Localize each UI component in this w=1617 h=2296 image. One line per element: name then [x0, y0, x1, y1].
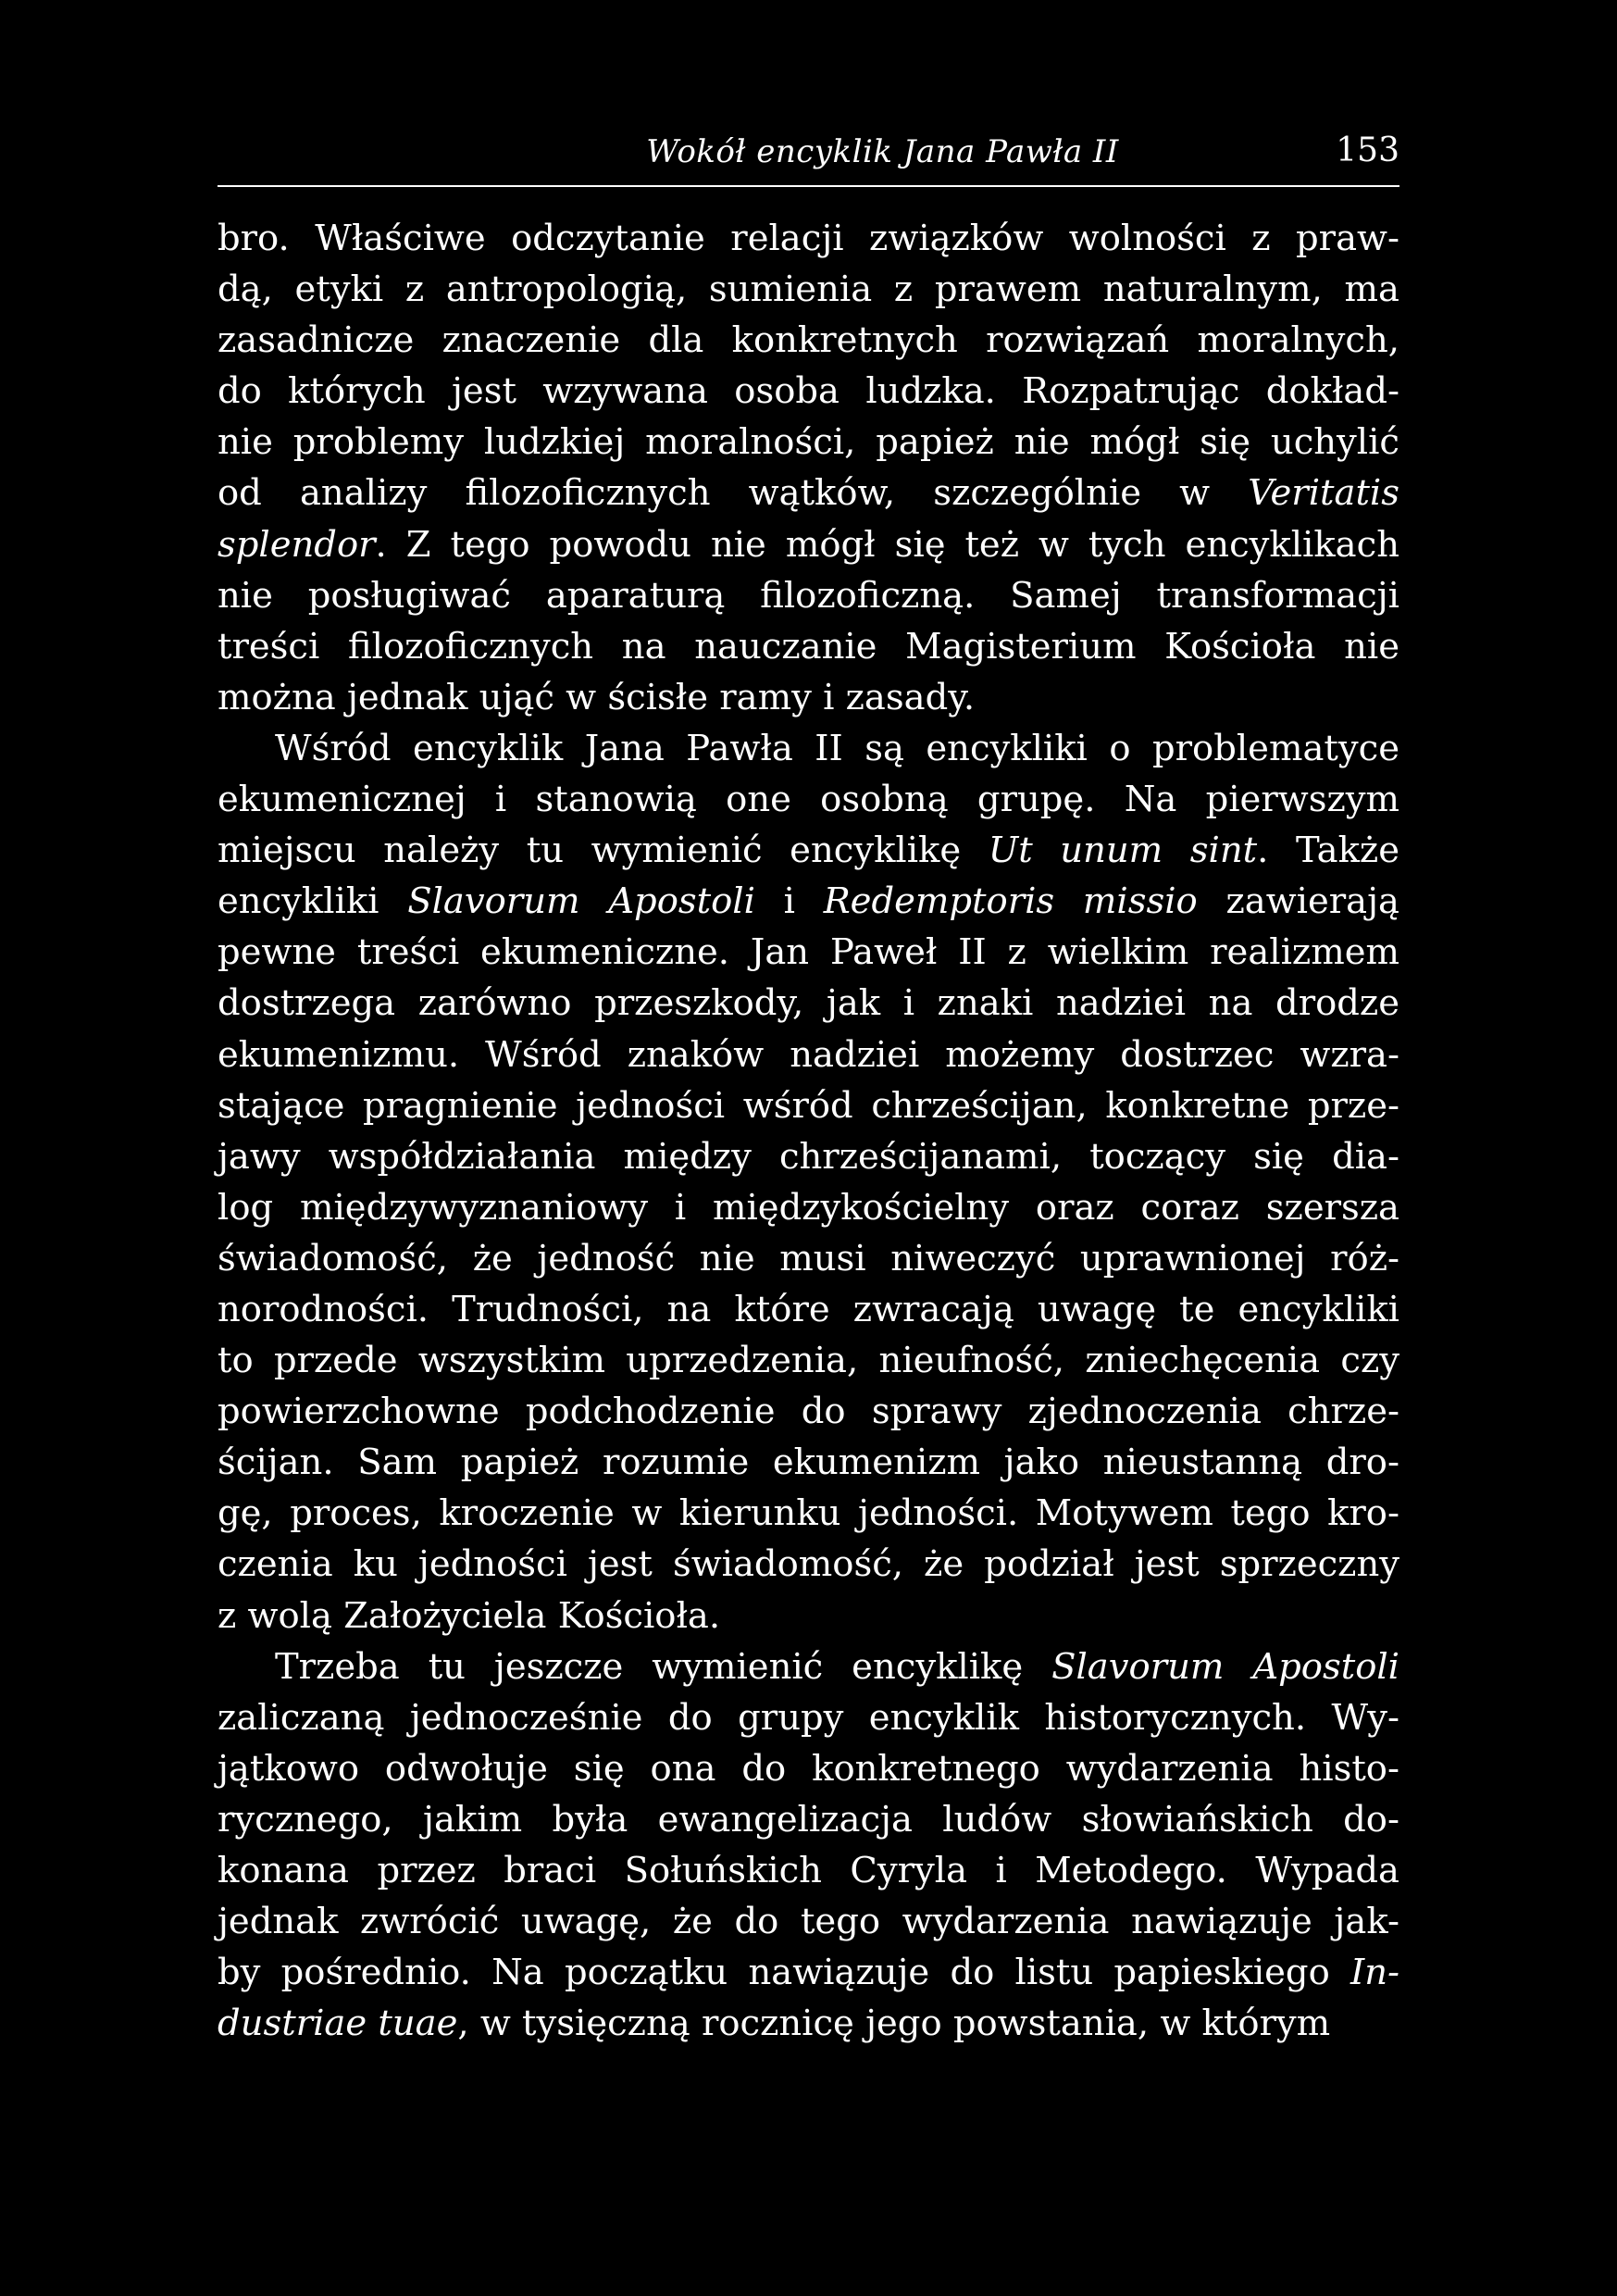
text-run: zasadnicze znaczenie dla konkretnych rozwiązań moralnych,	[218, 319, 1399, 362]
italic-title: In-	[1350, 1952, 1399, 1994]
text-line	[218, 1998, 1399, 2049]
text-line	[218, 570, 1399, 621]
text-line	[218, 264, 1399, 315]
italic-title: Redemptoris missio	[823, 880, 1198, 923]
text-run: konana przez braci Sołuńskich Cyryla i Metodego. Wypada	[218, 1850, 1399, 1891]
text-line	[218, 1284, 1399, 1335]
text-run: to przede wszystkim uprzedzenia, nieufność, zniechęcenia czy	[218, 1340, 1399, 1382]
italic-title: Ut unum sint	[988, 830, 1258, 872]
running-header	[218, 120, 1399, 187]
text-line	[218, 1437, 1399, 1488]
text-line	[218, 1335, 1399, 1386]
text-run: jednak zwrócić uwagę, że do tego wydarzenia nawiązuje jak-	[218, 1901, 1399, 1943]
text-run: ekumenicznej i stanowią one osobną grupę. Na pierwszym	[218, 779, 1399, 821]
text-line	[218, 621, 1399, 672]
text-run: nie posługiwać aparaturą filozoficzną. Samej transformacji	[218, 574, 1399, 617]
italic-title: Veritatis	[1248, 472, 1399, 515]
text-line	[218, 672, 1399, 723]
text-run: gę, proces, kroczenie w kierunku jedności. Motywem tego kro-	[218, 1492, 1399, 1535]
paragraph-text	[218, 213, 1399, 723]
text-run: . Także	[1257, 830, 1399, 872]
text-run: rycznego, jakim była ewangelizacja ludów słowiańskich do-	[218, 1798, 1399, 1841]
text-line	[218, 366, 1399, 417]
text-run: pewne treści ekumeniczne. Jan Paweł II z wielkim realizmem	[218, 931, 1399, 974]
text-run: nie problemy ludzkiej moralności, papież nie mógł się uchylić	[218, 421, 1399, 464]
text-run: dostrzega zarówno przeszkody, jak i znaki nadziei na drodze	[218, 982, 1399, 1025]
text-run: powierzchowne podchodzenie do sprawy zjednoczenia chrze-	[218, 1391, 1399, 1433]
text-run: , w tysięczną rocznicę jego powstania, w którym	[457, 2003, 1331, 2045]
text-run: ekumenizmu. Wśród znaków nadziei możemy dostrzec wzra-	[218, 1033, 1399, 1076]
text-line	[218, 1641, 1399, 1692]
text-line	[218, 1233, 1399, 1284]
italic-title: dustriae tuae	[218, 2003, 458, 2045]
text-line	[218, 1692, 1399, 1743]
text-run: ścijan. Sam papież rozumie ekumenizm jako nieustanną dro-	[218, 1441, 1399, 1484]
text-line	[218, 1386, 1399, 1437]
text-line	[218, 1029, 1399, 1080]
text-run: . Z tego powodu nie mógł się też w tych encyklikach	[375, 523, 1399, 566]
text-line	[218, 1539, 1399, 1590]
text-run: Trzeba tu jeszcze wymienić encyklikę	[275, 1645, 1052, 1688]
text-run: jawy współdziałania między chrześcijanami, toczący się dia-	[218, 1135, 1399, 1178]
text-line	[218, 927, 1399, 978]
text-line	[218, 519, 1399, 570]
text-line	[218, 1947, 1399, 1998]
text-line	[218, 1591, 1399, 1641]
text-run: bro. Właściwe odczytanie relacji związków wolności z praw-	[218, 218, 1399, 259]
text-line	[218, 468, 1399, 518]
text-run: zaliczaną jednocześnie do grupy encyklik historycznych. Wy-	[218, 1696, 1399, 1739]
italic-title: Slavorum Apostoli	[407, 880, 755, 923]
text-line	[218, 1131, 1399, 1182]
paragraph-2	[218, 723, 1399, 1641]
paragraph-text	[218, 1641, 1399, 2050]
text-run: Wśród encyklik Jana Pawła II są encykliki o problematyce	[275, 727, 1399, 769]
italic-title: splendor	[218, 523, 376, 566]
text-run: od analizy filozoficznych wątków, szczególnie w	[218, 472, 1249, 515]
text-run: stające pragnienie jedności wśród chrześcijan, konkretne prze-	[218, 1084, 1399, 1127]
text-run: norodności. Trudności, na które zwracają uwagę te encykliki	[218, 1288, 1399, 1330]
italic-title: Slavorum Apostoli	[1051, 1645, 1399, 1688]
text-line	[218, 723, 1399, 774]
text-line	[218, 1743, 1399, 1794]
text-line	[218, 978, 1399, 1029]
text-run: jątkowo odwołuje się ona do konkretnego wydarzenia histo-	[218, 1747, 1399, 1790]
text-line	[218, 876, 1399, 927]
paragraph-3	[218, 1641, 1399, 2050]
text-run: miejscu należy tu wymienić encyklikę	[218, 830, 989, 872]
text-run: czenia ku jedności jest świadomość, że podział jest sprzeczny	[218, 1543, 1399, 1586]
text-line	[218, 1794, 1399, 1845]
text-line	[218, 1896, 1399, 1947]
running-title: Wokół encyklik Jana Pawła II	[646, 133, 1119, 170]
text-line	[218, 315, 1399, 366]
text-run: dą, etyki z antropologią, sumienia z prawem naturalnym, ma	[218, 268, 1399, 311]
text-run: z wolą Założyciela Kościoła.	[218, 1594, 721, 1637]
text-run: świadomość, że jedność nie musi niweczyć uprawnionej róż-	[218, 1237, 1399, 1279]
text-line	[218, 1182, 1399, 1233]
text-run: zawierają	[1197, 880, 1400, 923]
paragraph-1	[218, 213, 1399, 723]
paragraph-text	[218, 723, 1399, 1641]
text-run: do których jest wzywana osoba ludzka. Rozpatrując dokład-	[218, 370, 1399, 413]
text-line	[218, 1488, 1399, 1539]
text-run: i	[754, 880, 824, 923]
book-page	[218, 120, 1399, 2049]
page-number: 153	[1336, 131, 1399, 169]
text-line	[218, 417, 1399, 468]
text-run: można jednak ująć w ścisłe ramy i zasady.	[218, 676, 976, 718]
text-run: encykliki	[218, 880, 408, 923]
text-line	[218, 213, 1399, 264]
text-run: log międzywyznaniowy i międzykościelny oraz coraz szersza	[218, 1186, 1399, 1229]
text-run: by pośrednio. Na początku nawiązuje do listu papieskiego	[218, 1952, 1350, 1994]
page-body	[218, 213, 1399, 2049]
text-line	[218, 825, 1399, 876]
text-line	[218, 1845, 1399, 1896]
text-line	[218, 774, 1399, 825]
text-line	[218, 1080, 1399, 1131]
text-run: treści filozoficznych na nauczanie Magisterium Kościoła nie	[218, 625, 1399, 668]
